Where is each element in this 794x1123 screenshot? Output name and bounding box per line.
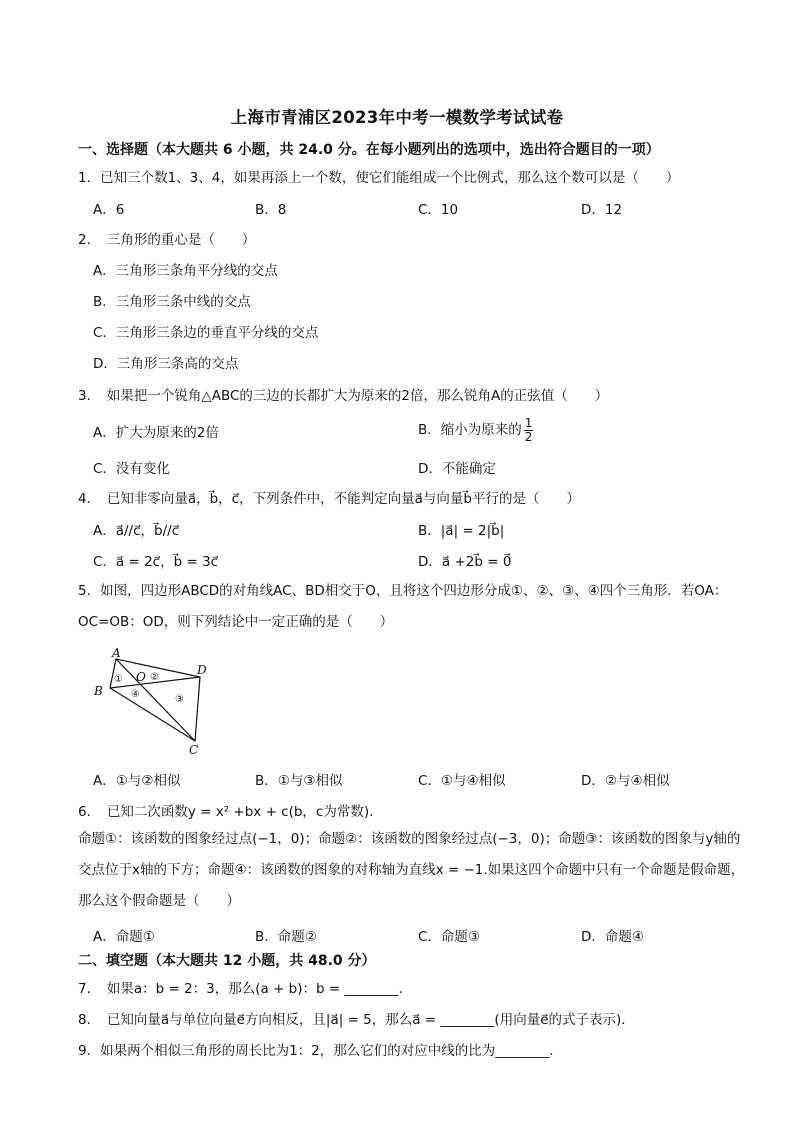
question-2-option-d: D．三角形三条高的交点	[93, 356, 239, 372]
question-6-stem: 6． 已知二次函数y = x² +bx + c(b，c为常数)．	[78, 804, 383, 820]
question-6-option-b: B．命题②	[255, 929, 317, 945]
question-4-option-a: A．a⃗//c⃗，b⃗//c⃗	[93, 523, 180, 539]
vertex-label-d: D	[197, 663, 207, 677]
question-7: 7． 如果a：b = 2：3，那么(a + b)：b = ________．	[78, 981, 412, 997]
question-6-option-d: D．命题④	[581, 929, 644, 945]
question-6-option-c: C．命题③	[418, 929, 481, 945]
question-5-stem: 5．如图，四边形ABCD的对角线AC、BD相交于O，且将这个四边形分成①、②、③、④四个三角形．若OA：OC=OB：OD，则下列结论中一定正确的是（ ）	[78, 583, 728, 630]
question-3-option-d: D．不能确定	[418, 461, 496, 477]
section-heading-choice: 一、选择题（本大题共 6 小题，共 24.0 分。在每小题列出的选项中，选出符合题目的一项）	[78, 142, 660, 158]
page-title: 上海市青浦区2023年中考一模数学考试试卷	[230, 108, 564, 127]
question-3-option-b	[418, 412, 533, 448]
question-1-option-b: B．8	[255, 202, 287, 218]
question-8: 8． 已知向量a⃗与单位向量e⃗方向相反，且|a⃗| = 5，那么a⃗ = ________(用向量e⃗的式子表示)．	[78, 1012, 635, 1028]
question-6-body: 命题①：该函数的图象经过点(−1，0)；命题②：该函数的图象经过点(−3，0)；命题③：该函数的图象与y轴的交点位于x轴的下方；命题④：该函数的图象的对称轴为直线x = −1.如果这四个命题中只有一个命题是假命题，那么这个假命题是（ ）	[78, 831, 745, 909]
vertex-label-a: A	[112, 646, 121, 660]
question-5-option-d: D．②与④相似	[581, 773, 670, 789]
fraction-denominator: 2	[524, 429, 533, 444]
question-5-option-c: C．①与④相似	[418, 773, 506, 789]
region-label-1: ①	[114, 674, 123, 685]
question-6-option-a: A．命题①	[93, 929, 155, 945]
question-4-stem: 4． 已知非零向量a⃗，b⃗，c⃗，下列条件中，不能判定向量a⃗与向量b⃗平行的是（ ）	[78, 491, 580, 507]
question-4-option-d: D．a⃗ +2b⃗ = 0⃗	[418, 554, 512, 570]
question-4-option-c: C．a⃗ = 2c⃗，b⃗ = 3c⃗	[93, 554, 219, 570]
question-1-option-a: A．6	[93, 202, 125, 218]
question-3-stem: 3． 如果把一个锐角△ABC的三边的长都扩大为原来的2倍，那么锐角A的正弦值（ ）	[78, 388, 609, 404]
question-2-option-a: A．三角形三条角平分线的交点	[93, 263, 278, 279]
vertex-label-b: B	[94, 684, 103, 698]
quadrilateral-figure	[90, 644, 220, 756]
question-3-option-c: C．没有变化	[93, 461, 170, 477]
question-2-option-b: B．三角形三条中线的交点	[93, 294, 251, 310]
section-heading-fill-in: 二、填空题（本大题共 12 小题，共 48.0 分）	[78, 953, 376, 969]
fraction-numerator: 1	[524, 415, 533, 430]
vertex-label-c: C	[189, 743, 199, 756]
question-9: 9．如果两个相似三角形的周长比为1：2，那么它们的对应中线的比为________.	[78, 1043, 554, 1059]
question-3-option-b-text: B．缩小为原来的	[418, 422, 522, 438]
region-label-2: ②	[150, 672, 159, 683]
question-4-option-b: B．|a⃗| = 2|b⃗|	[418, 523, 505, 539]
region-label-3: ③	[175, 694, 184, 705]
intersection-label-o: O	[136, 670, 146, 684]
question-5-option-a: A．①与②相似	[93, 773, 181, 789]
question-1-stem: 1．已知三个数1、3、4，如果再添上一个数，使它们能组成一个比例式，那么这个数可以是（ ）	[78, 170, 680, 186]
question-3-option-a: A．扩大为原来的2倍	[93, 425, 219, 441]
question-2-option-c: C．三角形三条边的垂直平分线的交点	[93, 325, 319, 341]
question-1-option-c: C．10	[418, 202, 459, 218]
question-1-option-d: D．12	[581, 202, 623, 218]
question-5-option-b: B．①与③相似	[255, 773, 343, 789]
fraction-one-half	[524, 417, 534, 444]
question-2-stem: 2． 三角形的重心是（ ）	[78, 232, 256, 248]
region-label-4: ④	[131, 689, 140, 700]
